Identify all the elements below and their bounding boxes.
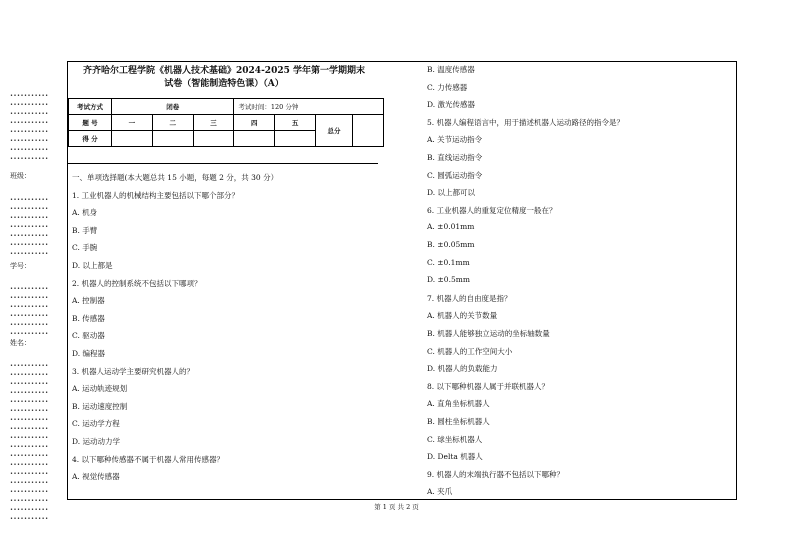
answer-option: D. 激光传感器 [427,100,476,110]
answer-option: A. 控制器 [72,296,105,306]
answer-option: B. 传感器 [72,313,105,323]
answer-option: B. ±0.05mm [427,240,475,249]
question-stem: 3. 机器人运动学主要研究机器人的？ [72,366,195,376]
answer-option: C. 驱动器 [72,331,105,341]
page-footer: 第 1 页 共 2 页 [374,503,419,511]
question-stem: 8. 以下哪种机器人属于并联机器人？ [427,381,550,391]
answer-option: C. 运动学方程 [72,419,120,429]
exam-page-frame [67,61,737,500]
answer-option: A. ±0.01mm [427,222,475,232]
binding-margin-dots-2: ••••••••••• ••••••••••• ••••••••••• ••••••••••• ••••••••••• ••••••••••• ••••••••••• [10,197,49,257]
column-1: 一 [112,115,153,131]
question-stem: 一、单项选择题(本大题总共 15 小题，每题 2 分，共 30 分） [72,173,279,182]
answer-option: D. 机器人的负载能力 [427,364,498,374]
class-label: 班级： [10,172,31,180]
answer-option: B. 温度传感器 [427,65,475,74]
answer-option: C. 圆弧运动指令 [427,170,483,180]
score-cell [112,131,153,147]
answer-option: C. 机器人的工作空间大小 [427,346,513,356]
answer-option: A. 夹爪 [427,487,453,497]
exam-title-line1: 齐齐哈尔工程学院《机器人技术基础》2024-2025 学年第一学期期末 [83,66,365,76]
answer-option: A. 视觉传感器 [72,472,120,482]
score-cell [152,131,193,147]
name-label: 姓名： [10,339,31,347]
total-score-cell [353,115,384,147]
total-label: 总分 [316,115,353,147]
answer-option: D. 编程器 [72,349,106,358]
section-divider [68,163,378,164]
answer-option: C. 球坐标机器人 [427,434,483,444]
answer-option: D. ±0.5mm [427,275,470,285]
column-4: 四 [234,115,275,131]
answer-option: C. 手腕 [72,243,98,253]
exam-mode-label: 考试方式 [69,99,112,115]
column-3: 三 [193,115,234,131]
score-row-label: 得 分 [69,131,112,147]
question-number-label: 题 号 [69,115,112,131]
binding-margin-dots-3: ••••••••••• ••••••••••• ••••••••••• ••••••••••• ••••••••••• ••••••••••• [10,286,49,337]
question-stem: 9. 机器人的末端执行器不包括以下哪种？ [427,469,565,479]
binding-margin-dots-4: ••••••••••• ••••••••••• ••••••••••• ••••••••••• ••••••••••• ••••••••••• ••••••••••• ••••••••••• ••••••••••• ••••••••••• ••••••••••• ••••••••••• ••••••••••• ••••••••••• ••••••••••• ••••••••••• ••••••••••• ••••••••••• [10,363,49,522]
exam-time: 考试时间：120 分钟 [234,99,384,115]
answer-option: D. 以上都可以 [427,188,476,198]
column-2: 二 [152,115,193,131]
answer-option: A. 运动轨迹规划 [72,384,128,394]
answer-option: C. ±0.1mm [427,257,470,267]
answer-option: D. 以上都是 [72,261,113,270]
answer-option: D. Delta 机器人 [427,452,483,462]
answer-option: C. 力传感器 [427,82,468,92]
answer-option: B. 机器人能够独立运动的坐标轴数量 [427,329,550,338]
answer-option: A. 直角坐标机器人 [427,399,490,409]
score-table [68,98,384,147]
answer-option: A. 机器人的关节数量 [427,311,498,321]
answer-option: D. 运动动力学 [72,437,121,446]
question-stem: 5. 机器人编程语言中，用于描述机器人运动路径的指令是？ [427,117,625,127]
question-stem: 6. 工业机器人的重复定位精度一般在？ [427,205,557,215]
score-cell [234,131,275,147]
exam-title-line2: 试卷（智能制造特色课）（A） [164,79,284,89]
answer-option: B. 手臂 [72,225,98,235]
exam-mode-value: 闭卷 [112,99,234,115]
answer-option: A. 机身 [72,208,98,218]
question-stem: 7. 机器人的自由度是指？ [427,293,512,303]
student-id-label: 学号： [10,262,31,270]
answer-option: B. 圆柱坐标机器人 [427,417,490,426]
column-5: 五 [275,115,316,131]
question-stem: 4. 以下哪种传感器不属于机器人常用传感器？ [72,454,225,464]
question-stem: 2. 机器人的控制系统不包括以下哪项？ [72,278,202,288]
score-cell [193,131,234,147]
binding-margin-dots-1: ••••••••••• ••••••••••• ••••••••••• ••••••••••• ••••••••••• ••••••••••• ••••••••••• ••••••••••• [10,93,49,162]
answer-option: B. 运动速度控制 [72,401,128,411]
answer-option: B. 直线运动指令 [427,153,483,162]
score-cell [275,131,316,147]
question-stem: 1. 工业机器人的机械结构主要包括以下哪个部分？ [72,190,240,200]
answer-option: A. 关节运动指令 [427,135,483,145]
